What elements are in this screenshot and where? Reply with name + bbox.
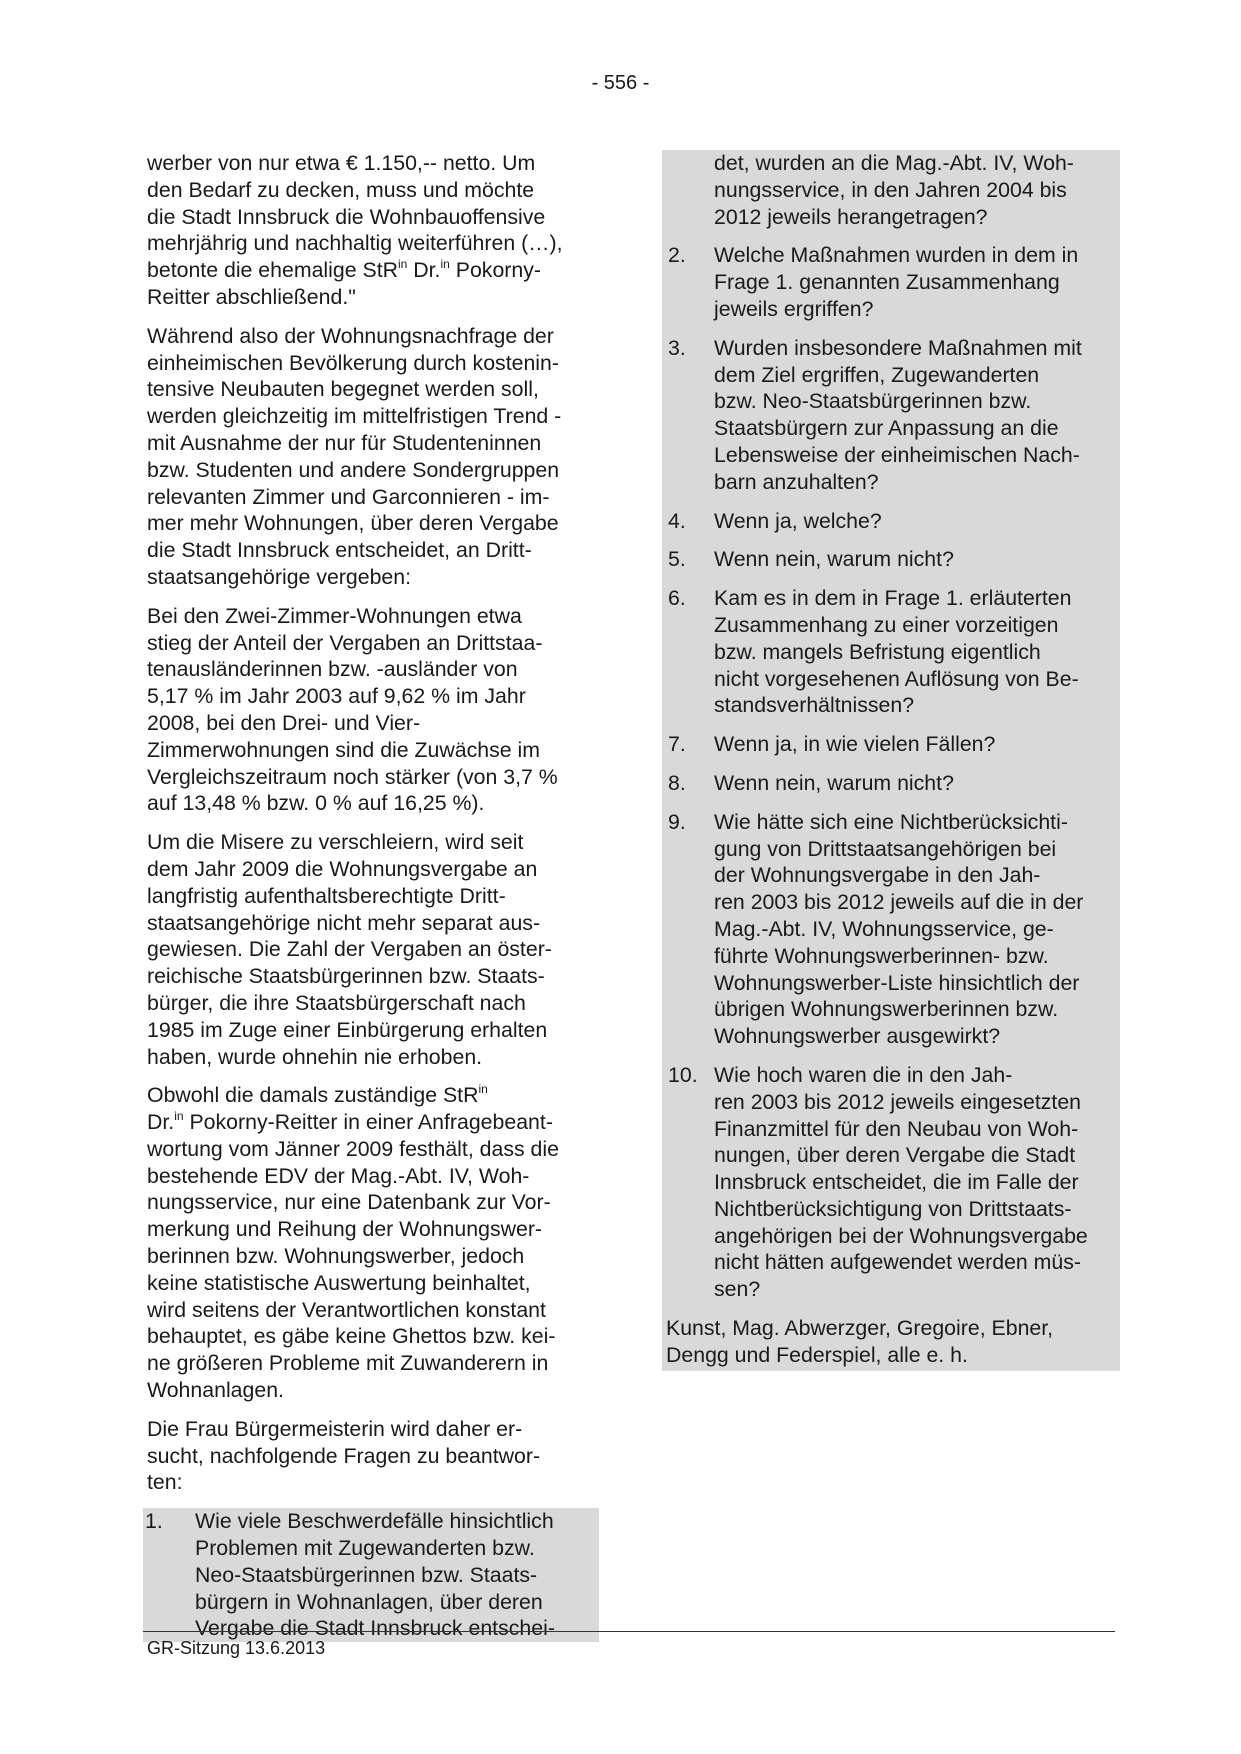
text-line: Wie hätte sich eine Nichtberücksichti- [714, 809, 1068, 834]
question-4 [666, 508, 1116, 535]
text-line: berinnen bzw. Wohnungswerber, jedoch [147, 1244, 525, 1269]
paragraph-1 [147, 150, 597, 311]
text-line: werber von nur etwa € 1.150,-- netto. Um [147, 151, 536, 175]
footer-divider [143, 1631, 1115, 1632]
text-line: dem Ziel ergriffen, Zugewanderten [714, 362, 1040, 387]
question-7 [666, 731, 1116, 758]
text-line: Wenn nein, warum nicht? [714, 770, 954, 795]
text-line: Problemen mit Zugewanderten bzw. [195, 1536, 535, 1561]
text-line: ten: [147, 1470, 183, 1495]
text-line: bzw. Neo-Staatsbürgerinnen bzw. [714, 389, 1032, 414]
question-8 [666, 770, 1116, 797]
question-number: 2. [668, 243, 686, 268]
text-line: angehörigen bei der Wohnungsvergabe [714, 1223, 1088, 1248]
text-line: Mag.-Abt. IV, Wohnungsservice, ge- [714, 916, 1054, 941]
text-line: Innsbruck entscheidet, die im Falle der [714, 1170, 1079, 1195]
text-line: keine statistische Auswertung beinhaltet, [147, 1270, 531, 1295]
text-line: Kam es in dem in Frage 1. erläuterten [714, 586, 1072, 611]
text-line: Dengg und Federspiel, alle e. h. [666, 1342, 968, 1367]
signatures [666, 1315, 1116, 1369]
question-2 [666, 242, 1116, 322]
question-number: 5. [668, 547, 686, 572]
text-line: Kunst, Mag. Abwerzger, Gregoire, Ebner, [666, 1316, 1054, 1341]
text-line: Vergleichszeitraum noch stärker (von 3,7 % [147, 764, 558, 789]
text-line: Zimmerwohnungen sind die Zuwächse im [147, 737, 540, 762]
text-line: staatsangehörige nicht mehr separat aus- [147, 910, 541, 935]
text-line: der Wohnungsvergabe in den Jah- [714, 863, 1041, 888]
text-line: behauptet, es gäbe keine Ghettos bzw. kei- [147, 1324, 556, 1349]
text-line: jeweils ergriffen? [714, 296, 874, 321]
text-line: Reitter abschließend." [147, 284, 356, 309]
text-line: Obwohl die damals zuständige StR$^{in}$ [147, 1082, 488, 1108]
text-line: Wohnungswerber ausgewirkt? [714, 1024, 1001, 1049]
page-number: - 556 - [591, 72, 650, 94]
text-line: barn anzuhalten? [714, 469, 879, 494]
text-line: Frage 1. genannten Zusammenhang [714, 270, 1060, 295]
text-line: auf 13,48 % bzw. 0 % auf 16,25 %). [147, 791, 485, 816]
text-line: gewiesen. Die Zahl der Vergaben an öster- [147, 937, 552, 962]
text-line: stieg der Anteil der Vergaben an Drittstaa- [147, 630, 543, 655]
text-line: reichische Staatsbürgerinnen bzw. Staats- [147, 964, 545, 989]
question-number: 10. [668, 1062, 698, 1087]
question-9 [666, 809, 1116, 1050]
text-line: bzw. Studenten und andere Sondergruppen [147, 457, 560, 482]
text-line: Wenn nein, warum nicht? [714, 547, 954, 572]
text-line: staatsangehörige vergeben: [147, 564, 412, 589]
left-column [147, 150, 597, 1654]
text-line: die Stadt Innsbruck die Wohnbauoffensive [147, 204, 546, 229]
text-line: Zusammenhang zu einer vorzeitigen [714, 612, 1059, 637]
question-3 [666, 335, 1116, 496]
question-number: 6. [668, 586, 686, 611]
text-line: übrigen Wohnungswerberinnen bzw. [714, 997, 1059, 1022]
text-line: nicht vorgesehenen Auflösung von Be- [714, 666, 1079, 691]
question-number: 3. [668, 335, 686, 360]
text-line: merkung und Reihung der Wohnungswer- [147, 1217, 543, 1242]
text-line: Vergabe die Stadt Innsbruck entschei- [195, 1616, 555, 1641]
text-line: 2012 jeweils herangetragen? [714, 204, 988, 229]
text-line: nungsservice, in den Jahren 2004 bis [714, 177, 1067, 202]
text-line: sucht, nachfolgende Fragen zu beantwor- [147, 1443, 541, 1468]
text-line: det, wurden an die Mag.-Abt. IV, Woh- [714, 151, 1074, 175]
text-line: ren 2003 bis 2012 jeweils eingesetzten [714, 1089, 1082, 1114]
text-line: Wurden insbesondere Maßnahmen mit [714, 335, 1082, 360]
question-number: 9. [668, 809, 686, 834]
text-line: nungsservice, nur eine Datenbank zur Vor- [147, 1190, 551, 1215]
text-line: Lebensweise der einheimischen Nach- [714, 442, 1080, 467]
question-number: 8. [668, 770, 686, 795]
text-line: bürgern in Wohnanlagen, über deren [195, 1589, 543, 1614]
text-line: mit Ausnahme der nur für Studenteninnen [147, 430, 542, 455]
text-line: Welche Maßnahmen wurden in dem in [714, 243, 1079, 268]
paragraph-5 [147, 1082, 597, 1404]
text-line: 2008, bei den Drei- und Vier- [147, 710, 421, 735]
text-line: bürger, die ihre Staatsbürgerschaft nach [147, 990, 526, 1015]
text-line: mer mehr Wohnungen, über deren Vergabe [147, 511, 559, 536]
text-line: einheimischen Bevölkerung durch kostenin- [147, 350, 559, 375]
question-number: 4. [668, 508, 686, 533]
text-line: die Stadt Innsbruck entscheidet, an Dritt- [147, 538, 532, 563]
question-1-continued [666, 150, 1116, 230]
question-5 [666, 546, 1116, 573]
text-line: betonte die ehemalige StR$^{in}$ Dr.$^{in}$ Pokorny- [147, 257, 541, 283]
footer-session-date: GR-Sitzung 13.6.2013 [147, 1638, 326, 1658]
question-10 [666, 1062, 1116, 1303]
text-line: ren 2003 bis 2012 jeweils auf die in der [714, 890, 1084, 915]
paragraph-6 [147, 1416, 597, 1496]
text-line: haben, wurde ohnehin nie erhoben. [147, 1044, 483, 1069]
text-line: relevanten Zimmer und Garconnieren - im- [147, 484, 550, 509]
paragraph-3 [147, 603, 597, 817]
text-line: Neo-Staatsbürgerinnen bzw. Staats- [195, 1562, 538, 1587]
text-line: tenausländerinnen bzw. -ausländer von [147, 657, 518, 682]
question-6 [666, 585, 1116, 719]
text-line: nungen, über deren Vergabe die Stadt [714, 1143, 1076, 1168]
paragraph-4 [147, 829, 597, 1070]
text-line: den Bedarf zu decken, muss und möchte [147, 177, 535, 202]
text-line: tensive Neubauten begegnet werden soll, [147, 377, 539, 402]
text-line: ne größeren Probleme mit Zuwanderern in [147, 1351, 549, 1376]
question-number: 7. [668, 732, 686, 757]
text-line: Wenn ja, welche? [714, 508, 882, 533]
text-line: gung von Drittstaatsangehörigen bei [714, 836, 1057, 861]
text-line: Wie hoch waren die in den Jah- [714, 1062, 1013, 1087]
text-line: 1985 im Zuge einer Einbürgerung erhalten [147, 1017, 548, 1042]
text-line: Dr.$^{in}$ Pokorny-Reitter in einer Anfragebeant- [147, 1109, 553, 1135]
text-line: Nichtberücksichtigung von Drittstaats- [714, 1196, 1072, 1221]
text-line: Wohnungswerber-Liste hinsichtlich der [714, 970, 1080, 995]
text-line: wortung vom Jänner 2009 festhält, dass die [147, 1136, 559, 1161]
text-line: mehrjährig und nachhaltig weiterführen (…), [147, 231, 563, 256]
text-line: Die Frau Bürgermeisterin wird daher er- [147, 1416, 523, 1441]
text-line: langfristig aufenthaltsberechtigte Dritt- [147, 883, 506, 908]
text-line: Bei den Zwei-Zimmer-Wohnungen etwa [147, 603, 522, 628]
text-line: Finanzmittel für den Neubau von Woh- [714, 1116, 1079, 1141]
text-line: 5,17 % im Jahr 2003 auf 9,62 % im Jahr [147, 684, 526, 709]
text-line: nicht hätten aufgewendet werden müs- [714, 1250, 1082, 1275]
text-line: sen? [714, 1277, 761, 1302]
text-line: standsverhältnissen? [714, 693, 915, 718]
text-line: wird seitens der Verantwortlichen konstant [147, 1297, 546, 1322]
right-column [662, 150, 1120, 1371]
text-line: Während also der Wohnungsnachfrage der [147, 323, 554, 348]
text-line: Staatsbürgern zur Anpassung an die [714, 416, 1059, 441]
text-line: Um die Misere zu verschleiern, wird seit [147, 830, 524, 855]
text-line: werden gleichzeitig im mittelfristigen Trend - [147, 404, 562, 429]
question-1 [143, 1508, 599, 1642]
text-line: dem Jahr 2009 die Wohnungsvergabe an [147, 856, 538, 881]
text-line: bzw. mangels Befristung eigentlich [714, 639, 1041, 664]
text-line: Wenn ja, in wie vielen Fällen? [714, 732, 996, 757]
text-line: Wie viele Beschwerdefälle hinsichtlich [195, 1509, 554, 1534]
paragraph-2 [147, 323, 597, 591]
question-number: 1. [145, 1509, 163, 1534]
text-line: bestehende EDV der Mag.-Abt. IV, Woh- [147, 1163, 530, 1188]
text-line: führte Wohnungswerberinnen- bzw. [714, 943, 1049, 968]
text-line: Wohnanlagen. [147, 1378, 284, 1403]
